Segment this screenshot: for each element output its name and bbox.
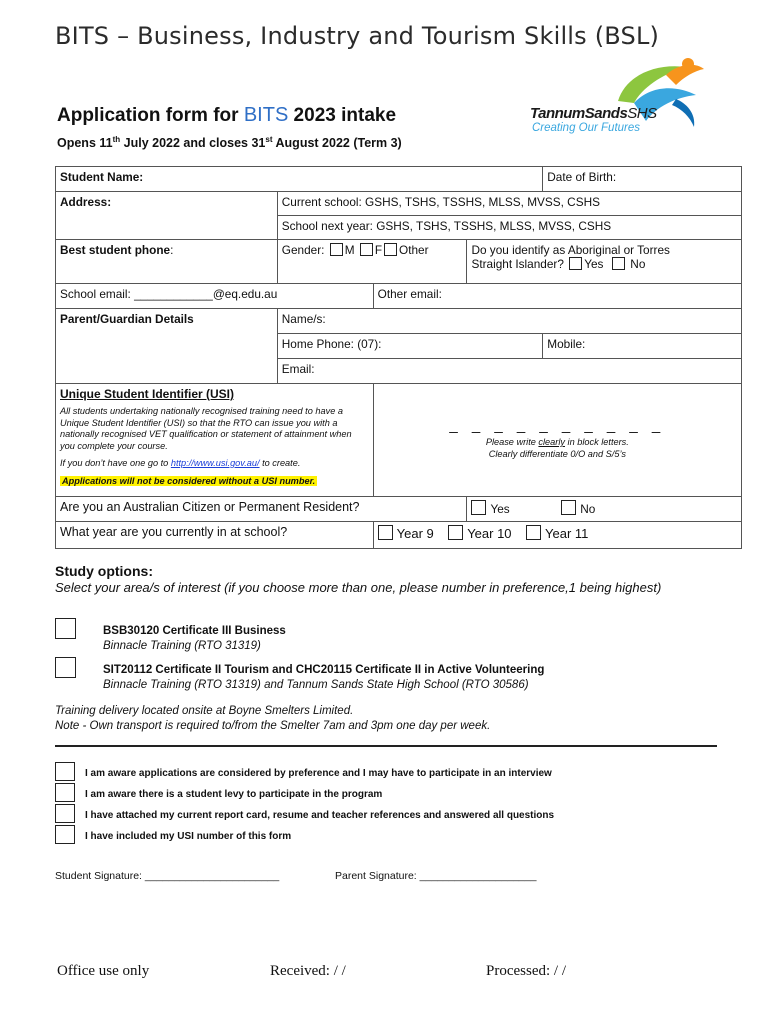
school-logo <box>526 55 711 155</box>
home-phone-label: Home Phone: (07): <box>281 337 382 351</box>
citizen-question <box>56 497 467 522</box>
training-location: Training delivery located onsite at Boyne Smelters Limited. <box>55 705 354 717</box>
atsi-question-1: Do you identify as Aboriginal or Torres <box>471 243 670 257</box>
logo-shs: SHS <box>627 105 657 122</box>
checklist-item-1: I am aware applications are considered by preference and I may have to participate in an interview <box>85 768 552 779</box>
checklist-checkbox-2[interactable] <box>55 783 75 802</box>
gender-label: Gender: <box>281 243 325 257</box>
citizen-no-label: No <box>580 502 596 516</box>
divider <box>55 745 717 747</box>
email-field[interactable] <box>277 359 741 384</box>
next-school-field[interactable] <box>277 216 741 240</box>
checklist-item-3: I have attached my current report card, resume and teacher references and answered all questions <box>85 810 555 821</box>
study-options-title: Study options: <box>55 563 153 579</box>
usi-entry-cell[interactable] <box>373 384 741 497</box>
usi-link-pre: If you don’t have one go to <box>60 458 171 468</box>
study-options-subtitle: Select your area/s of interest (if you choose more than one, please number in preference,1 being highest) <box>55 580 662 595</box>
atsi-no-checkbox[interactable] <box>612 257 625 270</box>
transport-note: Note - Own transport is required to/from the Smelter 7am and 3pm one day per week. <box>55 719 491 732</box>
option-tourism-title: SIT20112 Certificate II Tourism and CHC20115 Certificate II in Active Volunteering <box>103 664 545 676</box>
atsi-yes-label: Yes <box>584 257 604 271</box>
phone-label: Best student phone <box>60 243 171 257</box>
phone-field[interactable] <box>56 240 278 284</box>
citizen-options <box>467 497 742 522</box>
option-tourism-checkbox[interactable] <box>55 657 76 678</box>
year11-checkbox[interactable] <box>526 525 541 540</box>
dob-label: Date of Birth: <box>547 170 617 184</box>
gender-field <box>277 240 467 284</box>
current-school-field[interactable] <box>277 192 741 216</box>
logo-tagline: Creating Our Futures <box>532 122 641 134</box>
year9-checkbox[interactable] <box>378 525 393 540</box>
citizen-question-label: Are you an Australian Citizen or Permanent Resident? <box>60 500 360 514</box>
parent-details-label: Parent/Guardian Details <box>60 312 194 326</box>
student-name-label: Student Name: <box>60 170 144 184</box>
student-name-field[interactable] <box>56 167 543 192</box>
year11-label: Year 11 <box>545 526 589 541</box>
address-field[interactable] <box>56 192 278 240</box>
gender-f-label: F <box>374 243 383 257</box>
student-signature-field[interactable]: Student Signature: _______________________ <box>55 870 280 882</box>
opens-sup-1: th <box>112 135 121 144</box>
year10-checkbox[interactable] <box>448 525 463 540</box>
usi-entry-dashes: _ _ _ _ _ _ _ _ _ _ <box>449 417 666 434</box>
title-bits: BITS <box>243 104 289 126</box>
atsi-yes-checkbox[interactable] <box>569 257 582 270</box>
mobile-field[interactable] <box>543 334 742 359</box>
processed-field: Processed: / / <box>486 963 566 979</box>
year-question <box>56 522 374 549</box>
option-tourism-provider: Binnacle Training (RTO 31319) and Tannum Sands State High School (RTO 30586) <box>103 679 529 691</box>
usi-link-post: to create. <box>259 458 301 468</box>
year10-label: Year 10 <box>467 526 512 541</box>
atsi-no-label: No <box>630 257 646 271</box>
received-field: Received: / / <box>270 963 346 979</box>
checklist-checkbox-1[interactable] <box>55 762 75 781</box>
training-note <box>55 704 490 733</box>
logo-name <box>530 105 657 122</box>
citizen-yes-label: Yes <box>490 502 510 516</box>
usi-warning: Applications will not be considered without a USI number. <box>62 476 316 486</box>
year9-label: Year 9 <box>396 526 434 541</box>
phone-colon: : <box>170 243 174 257</box>
checklist-checkbox-3[interactable] <box>55 804 75 823</box>
option-business-title: BSB30120 Certificate III Business <box>103 625 286 637</box>
gender-f-checkbox[interactable] <box>360 243 373 256</box>
option-business-provider: Binnacle Training (RTO 31319) <box>103 640 261 652</box>
home-phone-field[interactable] <box>277 334 543 359</box>
opens-text-2: July 2022 and closes 31 <box>120 136 266 151</box>
application-form-table <box>55 166 742 549</box>
opens-sup-2: st <box>265 135 273 144</box>
opens-text-3: August 2022 (Term 3) <box>272 136 402 151</box>
gender-other-label: Other <box>399 243 429 257</box>
usi-description: All students undertaking nationally recognised training need to have a Unique Student Identifier (USI) so that the RTO can issue you with a nationally recognised VET qualification or statement of attainment when you complete your course. <box>60 406 352 451</box>
gender-other-checkbox[interactable] <box>384 243 397 256</box>
other-email-field[interactable] <box>373 284 741 309</box>
opens-text-1: Opens 11 <box>57 136 113 151</box>
page-header-title: BITS – Business, Industry and Tourism Skills (BSL) <box>55 22 660 50</box>
usi-note <box>378 437 737 460</box>
gender-m-label: M <box>344 243 355 257</box>
address-label: Address: <box>60 195 112 209</box>
parent-details-field <box>56 309 278 384</box>
option-business-checkbox[interactable] <box>55 618 76 639</box>
office-use-label: Office use only <box>57 963 150 979</box>
application-title <box>57 104 396 127</box>
atsi-question-2-row <box>471 257 737 271</box>
checklist-checkbox-4[interactable] <box>55 825 75 844</box>
usi-note-1: Please write <box>485 437 539 447</box>
current-school-label: Current school: GSHS, TSHS, TSSHS, MLSS, MVSS, CSHS <box>281 195 600 209</box>
citizen-yes-checkbox[interactable] <box>471 500 486 515</box>
atsi-field <box>467 240 742 284</box>
year-question-label: What year are you currently in at school? <box>60 525 288 539</box>
dob-field[interactable] <box>543 167 742 192</box>
checklist-item-2: I am aware there is a student levy to participate in the program <box>85 789 383 800</box>
title-suffix: 2023 intake <box>288 105 397 126</box>
usi-note-2: in block letters. <box>564 437 629 447</box>
usi-info-cell <box>56 384 374 497</box>
other-email-label: Other email: <box>377 287 442 301</box>
citizen-no-checkbox[interactable] <box>561 500 576 515</box>
usi-note-3: Clearly differentiate 0/O and S/5’s <box>488 448 626 459</box>
usi-title: Unique Student Identifier (USI) <box>60 387 234 401</box>
usi-link-line <box>60 458 369 468</box>
logo-name-text: TannumSands <box>530 105 628 122</box>
opening-dates <box>57 135 402 150</box>
atsi-question-2: Straight Islander? <box>471 257 564 271</box>
checklist-item-4: I have included my USI number of this form <box>85 831 292 842</box>
mobile-label: Mobile: <box>547 337 586 351</box>
names-label: Name/s: <box>281 312 326 326</box>
usi-note-clearly: clearly <box>538 437 565 447</box>
email-label: Email: <box>281 362 315 376</box>
school-email-label: School email: ____________@eq.edu.au <box>60 287 278 301</box>
gender-m-checkbox[interactable] <box>330 243 343 256</box>
parent-signature-field[interactable]: Parent Signature: ____________________ <box>335 870 537 882</box>
school-email-field[interactable] <box>56 284 374 309</box>
year-options <box>373 522 741 549</box>
usi-website-link[interactable]: http://www.usi.gov.au/ <box>170 458 260 468</box>
next-school-label: School next year: GSHS, TSHS, TSSHS, MLSS, MVSS, CSHS <box>281 219 612 233</box>
title-prefix: Application form for <box>57 105 244 126</box>
names-field[interactable] <box>277 309 741 334</box>
